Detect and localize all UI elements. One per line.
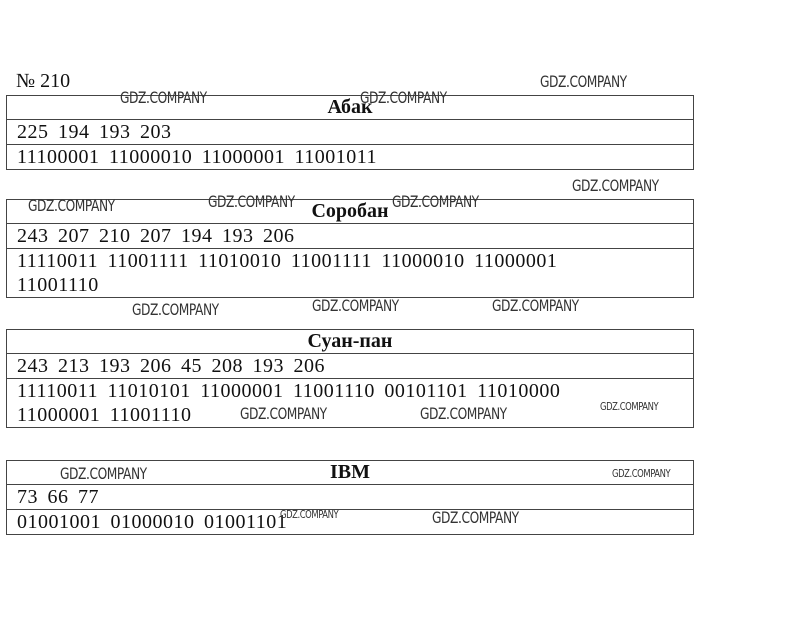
table-title: Суан-пан: [6, 330, 694, 354]
decimal-codes-row: 225 194 193 203: [6, 120, 694, 144]
watermark: GDZ.COMPANY: [60, 464, 147, 483]
watermark: GDZ.COMPANY: [420, 404, 507, 423]
watermark: GDZ.COMPANY: [240, 404, 327, 423]
binary-line: 11000001 11001110: [17, 404, 192, 426]
watermark: GDZ.COMPANY: [28, 196, 115, 215]
table-title: IBM: [6, 461, 694, 485]
watermark: GDZ.COMPANY: [312, 296, 399, 315]
binary-codes-row: [6, 378, 694, 427]
watermark: GDZ.COMPANY: [432, 508, 519, 527]
table-suan-pan: [6, 329, 694, 428]
binary-line: 11001110: [17, 274, 99, 296]
binary-codes-row: 11100001 11000010 11000001 11001011: [6, 144, 694, 169]
table-abak: [6, 95, 694, 170]
watermark: GDZ.COMPANY: [208, 192, 295, 211]
binary-line: 11110011 11010101 11000001 11001110 00101101 11010000: [17, 380, 561, 402]
problem-number: № 210: [16, 70, 71, 92]
watermark: GDZ.COMPANY: [600, 400, 659, 413]
watermark: GDZ.COMPANY: [612, 467, 671, 480]
decimal-codes-row: 243 207 210 207 194 193 206: [6, 224, 694, 248]
watermark: GDZ.COMPANY: [492, 296, 579, 315]
binary-codes-row: 01001001 01000010 01001101: [6, 509, 694, 534]
watermark: GDZ.COMPANY: [280, 508, 339, 521]
decimal-codes-row: 73 66 77: [6, 485, 694, 509]
decimal-codes-row: 243 213 193 206 45 208 193 206: [6, 354, 694, 378]
watermark: GDZ.COMPANY: [360, 88, 447, 107]
watermark: GDZ.COMPANY: [132, 300, 219, 319]
watermark: GDZ.COMPANY: [120, 88, 207, 107]
binary-codes-row: [6, 248, 694, 297]
table-title: Соробан: [6, 200, 694, 224]
binary-line: 11110011 11001111 11010010 11001111 11000010 11000001: [17, 250, 558, 272]
table-title: Абак: [6, 96, 694, 120]
watermark: GDZ.COMPANY: [392, 192, 479, 211]
watermark: GDZ.COMPANY: [540, 72, 627, 91]
watermark: GDZ.COMPANY: [572, 176, 659, 195]
